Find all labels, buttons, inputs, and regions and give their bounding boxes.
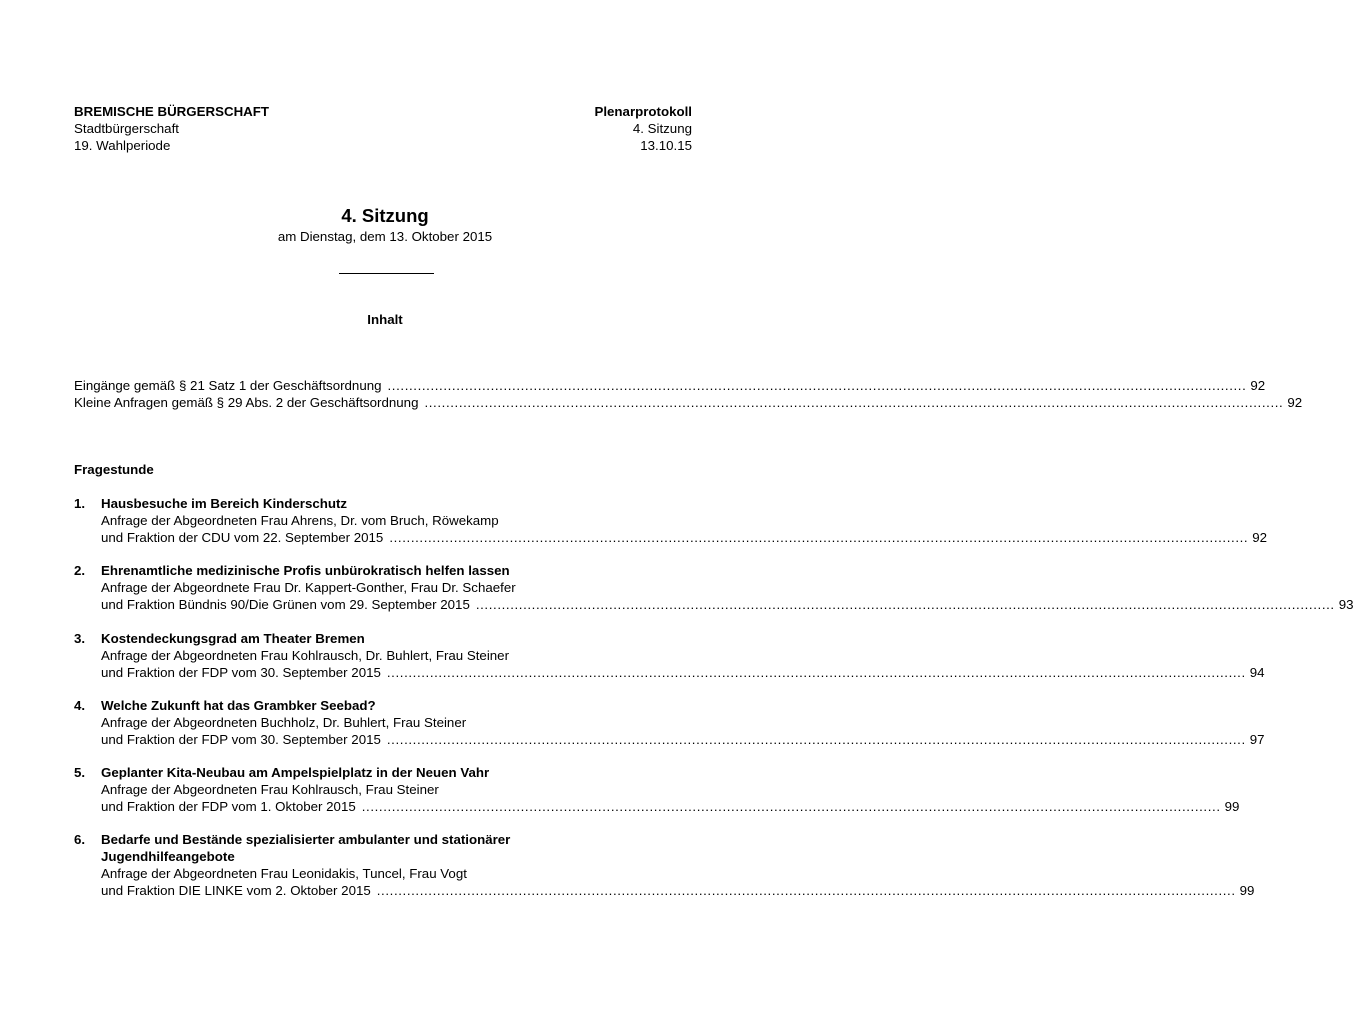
question-faction-date: und Fraktion der FDP vom 1. Oktober 2015	[101, 799, 356, 814]
header-left	[74, 103, 269, 154]
question-number: 2.	[74, 563, 86, 578]
question-item	[74, 495, 1267, 546]
question-title-continued: Jugendhilfeangebote	[101, 849, 235, 864]
toc-entry	[74, 377, 1266, 394]
page-title: 4. Sitzung	[341, 205, 429, 226]
question-number: 5.	[74, 765, 86, 780]
question-title: Kostendeckungsgrad am Theater Bremen	[101, 631, 365, 646]
question-page: 99	[1224, 799, 1240, 814]
question-page: 97	[1249, 732, 1265, 747]
question-askers: Anfrage der Abgeordneten Frau Kohlrausch, Dr. Buhlert, Frau Steiner	[101, 648, 510, 663]
toc-entry	[101, 731, 1265, 748]
toc-entry	[101, 664, 1265, 681]
question-askers: Anfrage der Abgeordneten Frau Leonidakis, Tuncel, Frau Vogt	[101, 866, 467, 881]
question-page: 92	[1252, 530, 1267, 545]
toc-entry	[101, 798, 1240, 815]
question-number: 4.	[74, 698, 86, 713]
toc-entry-page: 92	[1287, 395, 1303, 410]
general-entries	[74, 377, 1303, 411]
question-title: Geplanter Kita-Neubau am Ampelspielplatz in der Neuen Vahr	[101, 765, 490, 780]
question-page: 99	[1239, 883, 1255, 898]
question-faction-date: und Fraktion der FDP vom 30. September 2015	[101, 665, 381, 680]
leader-dots: ........................................................................................................................................................................................................	[424, 395, 1284, 410]
question-item	[74, 697, 1265, 748]
question-askers: Anfrage der Abgeordneten Buchholz, Dr. Buhlert, Frau Steiner	[101, 715, 467, 730]
leader-dots: ........................................................................................................................................................................................................	[386, 665, 1246, 680]
toc-entry	[101, 882, 1255, 899]
org-name: BREMISCHE BÜRGERSCHAFT	[74, 104, 270, 119]
question-askers: Anfrage der Abgeordnete Frau Dr. Kappert-Gonther, Frau Dr. Schaefer	[101, 580, 516, 595]
document-type: Plenarprotokoll	[594, 104, 692, 119]
question-askers: Anfrage der Abgeordneten Frau Ahrens, Dr. vom Bruch, Röwekamp	[101, 513, 499, 528]
question-title: Bedarfe und Bestände spezialisierter ambulanter und stationärer	[101, 832, 511, 847]
question-faction-date: und Fraktion Bündnis 90/Die Grünen vom 29. September 2015	[101, 597, 470, 612]
toc-entry-page: 92	[1250, 378, 1266, 393]
question-item	[74, 764, 1240, 815]
toc-entry	[74, 394, 1303, 411]
leader-dots: ........................................................................................................................................................................................................	[387, 378, 1247, 393]
question-faction-date: und Fraktion der FDP vom 30. September 2015	[101, 732, 381, 747]
fragestunde-heading: Fragestunde	[74, 462, 154, 477]
legislative-period: 19. Wahlperiode	[74, 138, 171, 153]
question-number: 3.	[74, 631, 86, 646]
question-page: 93	[1338, 597, 1354, 612]
leader-dots: ........................................................................................................................................................................................................	[475, 597, 1335, 612]
toc-entry	[101, 596, 1354, 613]
leader-dots: ........................................................................................................................................................................................................	[376, 883, 1236, 898]
leader-dots: ........................................................................................................................................................................................................	[386, 732, 1246, 747]
header-right	[594, 103, 692, 154]
question-item	[74, 630, 1265, 681]
question-item	[74, 831, 1255, 899]
question-number: 6.	[74, 832, 86, 847]
session-number: 4. Sitzung	[632, 121, 692, 136]
question-faction-date: und Fraktion DIE LINKE vom 2. Oktober 2015	[101, 883, 371, 898]
toc-entry-text: Eingänge gemäß § 21 Satz 1 der Geschäftsordnung	[74, 378, 382, 393]
leader-dots: ........................................................................................................................................................................................................	[361, 799, 1221, 814]
question-faction-date: und Fraktion der CDU vom 22. September 2015	[101, 530, 384, 545]
question-page: 94	[1249, 665, 1265, 680]
question-title: Ehrenamtliche medizinische Profis unbürokratisch helfen lassen	[101, 563, 510, 578]
leader-dots: ........................................................................................................................................................................................................	[389, 530, 1249, 545]
question-title: Welche Zukunft hat das Grambker Seebad?	[101, 698, 376, 713]
page-subtitle: am Dienstag, dem 13. Oktober 2015	[277, 229, 493, 244]
toc-entry-text: Kleine Anfragen gemäß § 29 Abs. 2 der Geschäftsordnung	[74, 395, 419, 410]
question-item	[74, 562, 1354, 613]
chamber-name: Stadtbürgerschaft	[74, 121, 179, 136]
toc-entry	[101, 529, 1267, 546]
question-askers: Anfrage der Abgeordneten Frau Kohlrausch, Frau Steiner	[101, 782, 439, 797]
session-date: 13.10.15	[640, 138, 692, 153]
question-title: Hausbesuche im Bereich Kinderschutz	[101, 496, 348, 511]
title-block	[0, 204, 770, 245]
separator-line	[339, 273, 434, 274]
contents-heading: Inhalt	[367, 312, 403, 327]
question-number: 1.	[74, 496, 86, 511]
